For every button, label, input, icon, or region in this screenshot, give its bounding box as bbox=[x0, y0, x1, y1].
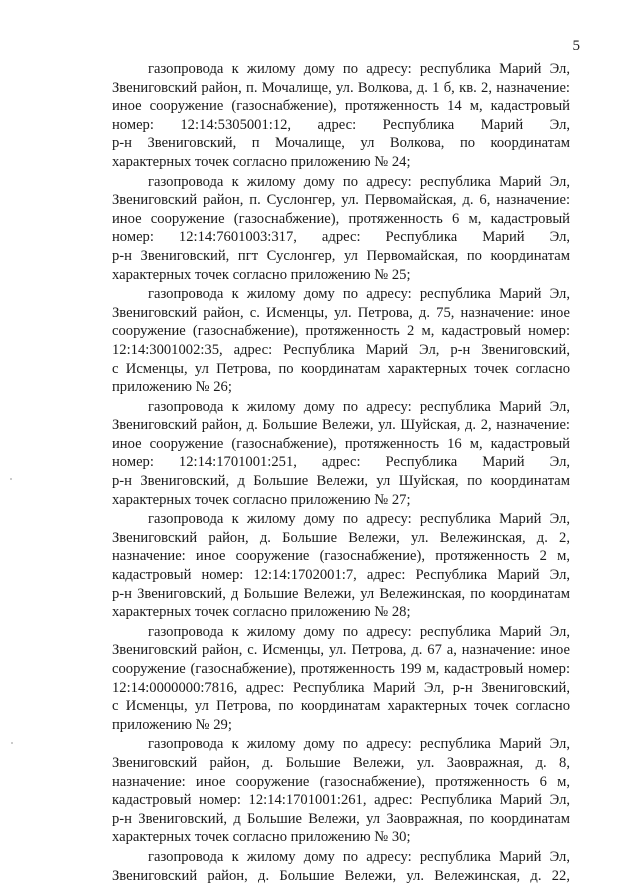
text-line: Звениговский район, д. Большие Вележи, ул. Заовражная, д. 8, bbox=[112, 754, 570, 771]
text-line: с Исменцы, ул Петрова, по координатам характерных точек согласно bbox=[112, 698, 570, 715]
text-line: номер: 12:14:7601003:317, адрес: Республика Марий Эл, bbox=[112, 229, 570, 246]
text-line: газопровода к жилому дому по адресу: республика Марий Эл, bbox=[148, 736, 570, 753]
text-line: характерных точек согласно приложению № 30; bbox=[112, 829, 411, 846]
text-line: назначение: иное сооружение (газоснабжение), протяженность 6 м, bbox=[112, 773, 570, 790]
text-line: р-н Звениговский, д Большие Вележи, ул Заовражная, по координатам bbox=[112, 810, 570, 827]
text-line: Звениговский район, д. Большие Вележи, ул. Шуйская, д. 2, назначение: bbox=[112, 417, 570, 434]
text-line: сооружение (газоснабжение), протяженность 199 м, кадастровый номер: bbox=[112, 661, 570, 677]
text-line: иное сооружение (газоснабжение), протяженность 14 м, кадастровый bbox=[112, 98, 570, 115]
text-line: сооружение (газоснабжение), протяженность 2 м, кадастровый номер: bbox=[112, 323, 570, 340]
text-line: кадастровый номер: 12:14:1702001:7, адрес: Республика Марий Эл, bbox=[112, 567, 570, 584]
text-line: назначение: иное сооружение (газоснабжение), протяженность 2 м, bbox=[112, 548, 570, 565]
paragraph bbox=[112, 510, 570, 622]
text-line: кадастровый номер: 12:14:1701001:261, адрес: Республика Марий Эл, bbox=[112, 792, 570, 809]
text-line: газопровода к жилому дому по адресу: республика Марий Эл, bbox=[148, 286, 570, 303]
paragraph bbox=[112, 285, 570, 397]
text-line: характерных точек согласно приложению № 25; bbox=[112, 266, 411, 283]
text-line: характерных точек согласно приложению № 24; bbox=[112, 153, 411, 170]
text-line: приложению № 29; bbox=[112, 716, 232, 733]
text-line: р-н Звениговский, пгт Суслонгер, ул Первомайская, по координатам bbox=[112, 247, 570, 264]
text-line: приложению № 26; bbox=[112, 379, 232, 396]
text-line: характерных точек согласно приложению № 28; bbox=[112, 604, 411, 621]
text-line: газопровода к жилому дому по адресу: республика Марий Эл, bbox=[148, 173, 570, 190]
paragraph bbox=[112, 398, 570, 510]
text-line: Звениговский район, с. Исменцы, ул. Петрова, д. 67 а, назначение: иное bbox=[112, 642, 570, 659]
text-line: номер: 12:14:5305001:12, адрес: Республика Марий Эл, bbox=[112, 116, 570, 133]
text-line: иное сооружение (газоснабжение), протяженность 16 м, кадастровый bbox=[112, 435, 570, 452]
text-line: Звениговский район, п. Мочалище, ул. Волкова, д. 1 б, кв. 2, назначение: bbox=[112, 79, 570, 96]
text-line: иное сооружение (газоснабжение), протяженность 6 м, кадастровый bbox=[112, 210, 570, 227]
text-line: газопровода к жилому дому по адресу: республика Марий Эл, bbox=[148, 511, 570, 528]
text-line: 12:14:3001002:35, адрес: Республика Марий Эл, р-н Звениговский, bbox=[112, 341, 570, 358]
paragraph bbox=[112, 623, 570, 735]
text-line: газопровода к жилому дому по адресу: республика Марий Эл, bbox=[148, 623, 570, 640]
text-line: 12:14:0000000:7816, адрес: Республика Марий Эл, р-н Звениговский, bbox=[112, 679, 570, 696]
text-line: с Исменцы, ул Петрова, по координатам характерных точек согласно bbox=[112, 360, 570, 377]
scan-speck bbox=[10, 478, 12, 480]
text-line: р-н Звениговский, д Большие Вележи, ул Шуйская, по координатам bbox=[112, 473, 570, 490]
text-line: номер: 12:14:1701001:251, адрес: Республика Марий Эл, bbox=[112, 454, 570, 471]
text-line: Звениговский район, д. Большие Вележи, ул. Вележинская, д. 22, bbox=[112, 867, 570, 884]
paragraph bbox=[112, 848, 570, 885]
paragraph bbox=[112, 173, 570, 285]
text-line: газопровода к жилому дому по адресу: республика Марий Эл, bbox=[148, 398, 570, 415]
page-number: 5 bbox=[572, 38, 580, 54]
text-line: Звениговский район, с. Исменцы, ул. Петрова, д. 75, назначение: иное bbox=[112, 304, 570, 321]
text-line: Звениговский район, п. Суслонгер, ул. Первомайская, д. 6, назначение: bbox=[112, 192, 570, 209]
text-line: газопровода к жилому дому по адресу: республика Марий Эл, bbox=[148, 848, 570, 865]
text-line: р-н Звениговский, п Мочалище, ул Волкова, по координатам bbox=[112, 135, 570, 152]
text-line: р-н Звениговский, д Большие Вележи, ул Вележинская, по координатам bbox=[112, 585, 570, 602]
paragraph bbox=[112, 735, 570, 847]
text-line: Звениговский район, д. Большие Вележи, ул. Вележинская, д. 2, bbox=[112, 529, 570, 546]
text-line: характерных точек согласно приложению № 27; bbox=[112, 491, 411, 508]
document-body bbox=[112, 60, 570, 886]
text-line: газопровода к жилому дому по адресу: республика Марий Эл, bbox=[148, 61, 570, 77]
scan-speck bbox=[11, 742, 13, 744]
paragraph bbox=[112, 60, 570, 172]
